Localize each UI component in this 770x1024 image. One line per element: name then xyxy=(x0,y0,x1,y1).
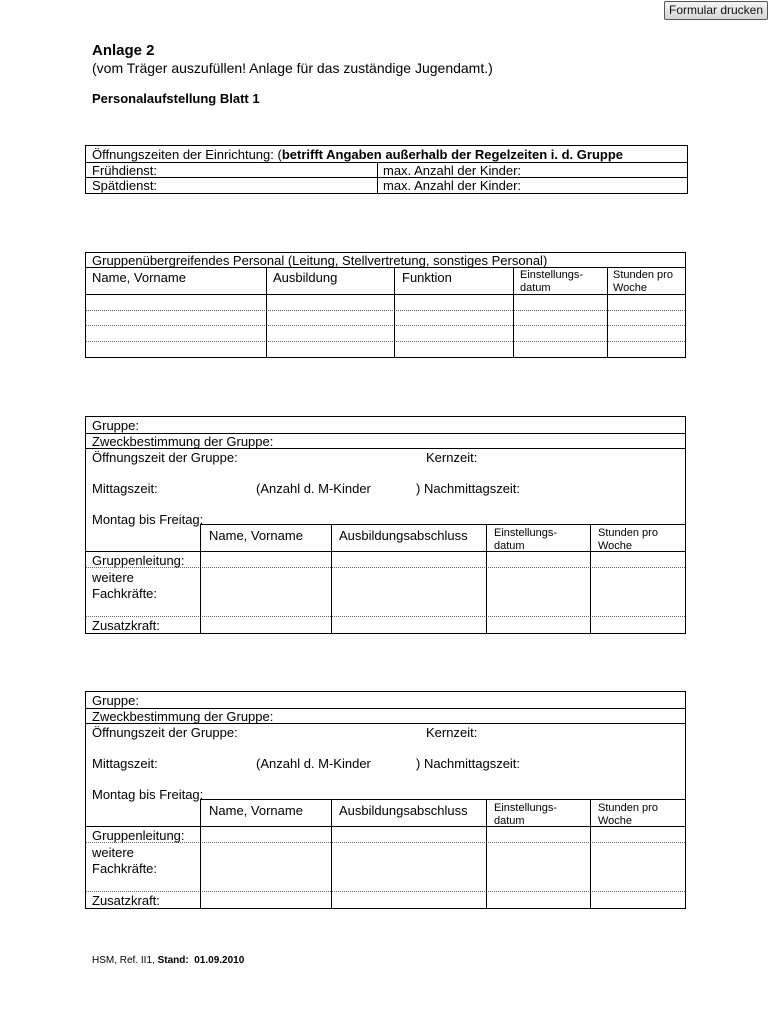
col-hours-2: Woche xyxy=(598,540,633,552)
col-hire-date-2: datum xyxy=(494,540,525,552)
print-form-button[interactable]: Formular drucken xyxy=(664,1,768,20)
afternoon-time-field[interactable]: ) Nachmittagszeit: xyxy=(416,481,521,496)
group-opening-time-field[interactable]: Öffnungszeit der Gruppe: xyxy=(92,725,238,740)
col-hours-1: Stunden pro xyxy=(598,802,658,814)
group-purpose-field[interactable]: Zweckbestimmung der Gruppe: xyxy=(92,434,274,449)
early-max-children-field[interactable]: max. Anzahl der Kinder: xyxy=(383,163,522,178)
col-training: Ausbildung xyxy=(273,270,338,285)
group-lead-label: Gruppenleitung: xyxy=(92,828,185,843)
col-hours-1: Stunden pro xyxy=(598,527,658,539)
col-hire-date-1: Einstellungs- xyxy=(520,269,583,281)
col-degree: Ausbildungsabschluss xyxy=(339,528,468,543)
overall-staff-table xyxy=(85,252,686,358)
mon-fri-label: Montag bis Freitag: xyxy=(92,512,204,527)
opening-hours-table xyxy=(85,145,688,194)
col-degree: Ausbildungsabschluss xyxy=(339,803,468,818)
core-time-field[interactable]: Kernzeit: xyxy=(426,450,478,465)
overall-staff-heading: Gruppenübergreifendes Personal (Leitung, Stellvertretung, sonstiges Personal) xyxy=(92,253,548,268)
col-name: Name, Vorname xyxy=(209,528,303,543)
footer-ref: HSM, Ref. II1, xyxy=(92,955,158,966)
col-function: Funktion xyxy=(402,270,452,285)
further-staff-label-1: weitere xyxy=(92,845,134,860)
group-block-1 xyxy=(85,416,686,634)
footer xyxy=(92,955,244,966)
group-opening-time-field[interactable]: Öffnungszeit der Gruppe: xyxy=(92,450,238,465)
group-block-2 xyxy=(85,691,686,909)
col-hire-date-2: datum xyxy=(494,815,525,827)
extra-staff-label: Zusatzkraft: xyxy=(92,893,160,908)
mon-fri-label: Montag bis Freitag: xyxy=(92,787,204,802)
opening-hours-label: Öffnungszeiten der Einrichtung: (betrifft Angaben außerhalb der Regelzeiten i. d. Gruppe xyxy=(92,147,623,162)
group-purpose-field[interactable]: Zweckbestimmung der Gruppe: xyxy=(92,709,274,724)
further-staff-label-1: weitere xyxy=(92,570,134,585)
col-hours-2: Woche xyxy=(613,282,648,294)
col-name: Name, Vorname xyxy=(209,803,303,818)
col-hours-1: Stunden pro xyxy=(613,269,673,281)
page-subtitle: (vom Träger auszufüllen! Anlage für das zuständige Jugendamt.) xyxy=(92,60,493,76)
col-hire-date-2: datum xyxy=(520,282,551,294)
page-title: Anlage 2 xyxy=(92,42,155,59)
col-name: Name, Vorname xyxy=(92,270,186,285)
group-field[interactable]: Gruppe: xyxy=(92,693,139,708)
m-children-field[interactable]: (Anzahl d. M-Kinder xyxy=(256,756,371,771)
col-hours-2: Woche xyxy=(598,815,633,827)
lunch-time-field[interactable]: Mittagszeit: xyxy=(92,756,158,771)
further-staff-label-2: Fachkräfte: xyxy=(92,586,158,601)
early-shift-field[interactable]: Frühdienst: xyxy=(92,163,158,178)
further-staff-label-2: Fachkräfte: xyxy=(92,861,158,876)
lunch-time-field[interactable]: Mittagszeit: xyxy=(92,481,158,496)
core-time-field[interactable]: Kernzeit: xyxy=(426,725,478,740)
extra-staff-label: Zusatzkraft: xyxy=(92,618,160,633)
col-hire-date-1: Einstellungs- xyxy=(494,802,557,814)
afternoon-time-field[interactable]: ) Nachmittagszeit: xyxy=(416,756,521,771)
group-lead-label: Gruppenleitung: xyxy=(92,553,185,568)
group-field[interactable]: Gruppe: xyxy=(92,418,139,433)
late-shift-field[interactable]: Spätdienst: xyxy=(92,178,158,193)
footer-stand-label: Stand: xyxy=(157,955,189,966)
col-hire-date-1: Einstellungs- xyxy=(494,527,557,539)
sheet-title: Personalaufstellung Blatt 1 xyxy=(92,91,260,106)
late-max-children-field[interactable]: max. Anzahl der Kinder: xyxy=(383,178,522,193)
m-children-field[interactable]: (Anzahl d. M-Kinder xyxy=(256,481,371,496)
footer-stand-date: 01.09.2010 xyxy=(194,955,245,966)
